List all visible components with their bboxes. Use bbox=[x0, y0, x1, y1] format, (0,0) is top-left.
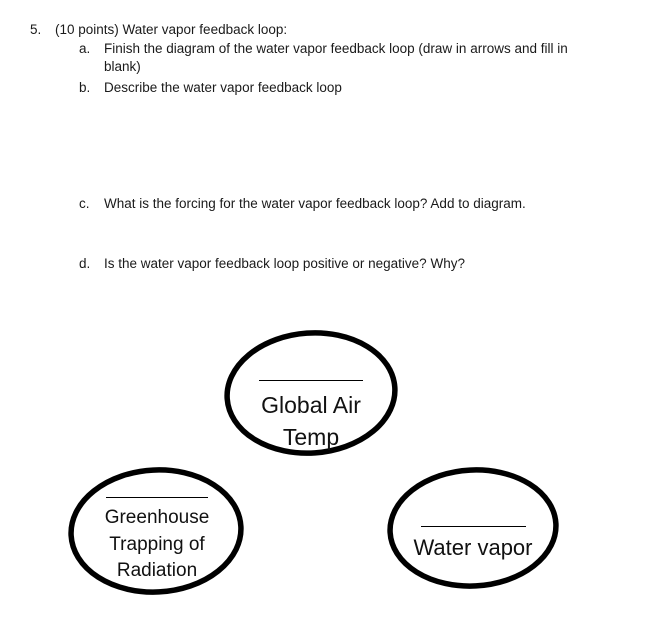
left-bubble-label-line2: Trapping of bbox=[109, 534, 205, 555]
part-c-letter: c. bbox=[79, 196, 90, 211]
part-a-letter: a. bbox=[79, 41, 91, 56]
top-bubble-label-line1: Global Air bbox=[261, 392, 361, 418]
part-d-letter: d. bbox=[79, 256, 91, 271]
question-number: 5. bbox=[30, 22, 42, 37]
top-bubble-label-line2: Temp bbox=[282, 424, 340, 450]
right-bubble-outline bbox=[387, 466, 559, 591]
left-bubble-blank[interactable] bbox=[106, 497, 208, 498]
left-bubble-label-line1: Greenhouse bbox=[104, 507, 210, 528]
right-bubble-label: Water vapor bbox=[413, 535, 533, 560]
left-bubble-label-line3: Radiation bbox=[116, 560, 198, 581]
part-d-text: Is the water vapor feedback loop positive or negative? Why? bbox=[104, 256, 465, 271]
question-title: (10 points) Water vapor feedback loop: bbox=[55, 22, 288, 37]
part-a-text-continued: blank) bbox=[104, 59, 141, 74]
top-bubble-blank[interactable] bbox=[259, 380, 363, 381]
part-b-letter: b. bbox=[79, 80, 91, 95]
right-bubble-blank[interactable] bbox=[421, 526, 526, 527]
part-b-text: Describe the water vapor feedback loop bbox=[104, 80, 342, 95]
part-a-text: Finish the diagram of the water vapor feedback loop (draw in arrows and fill in bbox=[104, 41, 568, 56]
part-c-text: What is the forcing for the water vapor feedback loop? Add to diagram. bbox=[104, 196, 526, 211]
